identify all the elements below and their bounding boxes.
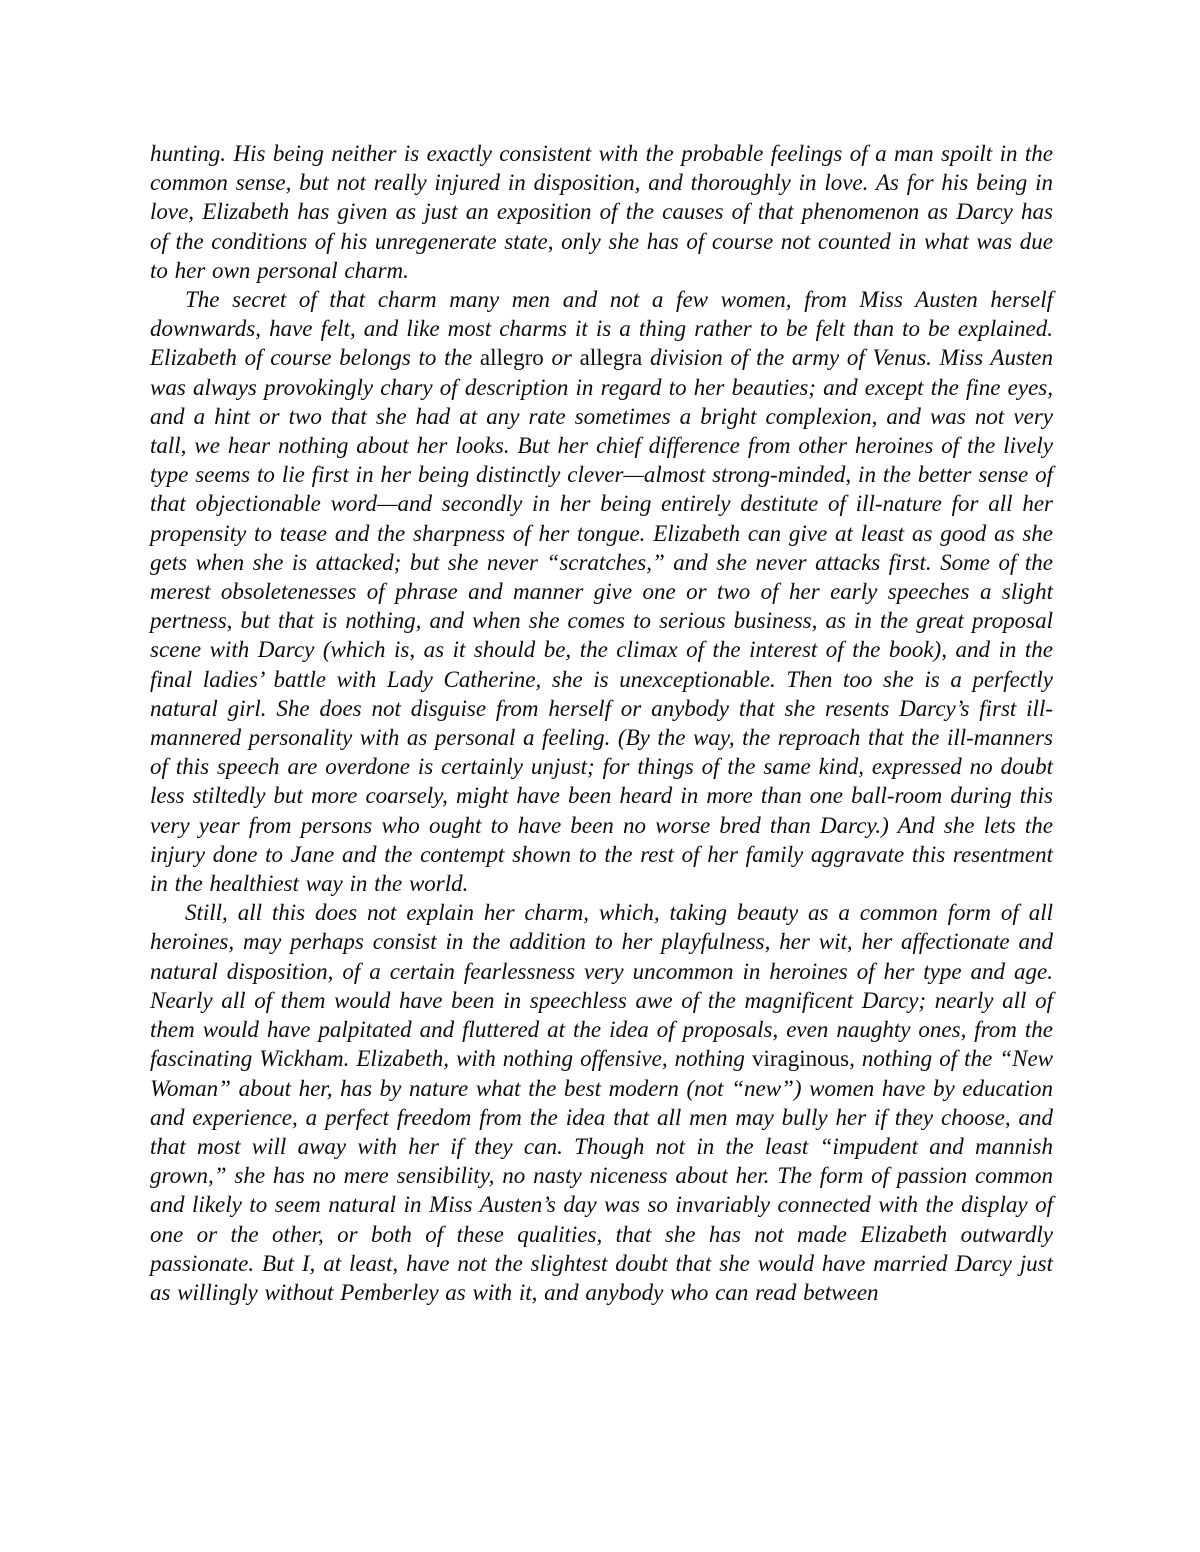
text-segment: allegro <box>479 345 544 371</box>
text-segment: viraginous <box>751 1046 850 1072</box>
paragraph <box>150 898 1053 1307</box>
text-segment: , nothing of the “New Woman” about her, has by nature what the best modern (not “new”) women have by education and experience, a perfect freedom from the idea that all men may bully her if they choose, and that most will away with her if they can. Though not in the least “impudent and mannish grown,” she has no mere sensibility, no nasty niceness about her. The form of passion common and likely to seem natural in Miss Austen’s day was so invariably connected with the display of one or the other, or both of these qualities, that she has not made Elizabeth outwardly passionate. But I, at least, have not the slightest doubt that she would have married Darcy just as willingly without Pemberley as with it, and anybody who can read between <box>150 1046 1053 1305</box>
text-segment: allegra <box>579 345 643 371</box>
page-text-block <box>150 139 1053 1307</box>
text-segment: division of the army of Venus. Miss Austen was always provokingly chary of description in regard to her beauties; and except the fine eyes, and a hint or two that she had at any rate sometimes a bright complexion, and was not very tall, we hear nothing about her looks. But her chief difference from other heroines of the lively type seems to lie first in her being distinctly clever—almost strong-minded, in the better sense of that objectionable word—and secondly in her being entirely destitute of ill-nature for all her propensity to tease and the sharpness of her tongue. Elizabeth can give at least as good as she gets when she is attacked; but she never “scratches,” and she never attacks first. Some of the merest obsoletenesses of phrase and manner give one or two of her early speeches a slight pertness, but that is nothing, and when she comes to serious business, as in the great proposal scene with Darcy (which is, as it should be, the climax of the interest of the book), and in the final ladies’ battle with Lady Catherine, she is unexceptionable. Then too she is a perfectly natural girl. She does not disguise from herself or anybody that she resents Darcy’s first ill-mannered personality with as personal a feeling. (By the way, the reproach that the ill-manners of this speech are overdone is certainly unjust; for things of the same kind, expressed no doubt less stiltedly but more coarsely, might have been heard in more than one ball-room during this very year from persons who ought to have been no worse bred than Darcy.) And she lets the injury done to Jane and the contempt shown to the rest of her family aggravate this resentment in the healthiest way in the world. <box>150 345 1053 897</box>
text-segment: Still, all this does not explain her charm, which, taking beauty as a common form of all heroines, may perhaps consist in the addition to her playfulness, her wit, her affectionate and natural disposition, of a certain fearlessness very uncommon in heroines of her type and age. Nearly all of them would have been in speechless awe of the magnificent Darcy; nearly all of them would have palpitated and fluttered at the idea of proposals, even naughty ones, from the fascinating Wickham. Elizabeth, with nothing offensive, nothing <box>150 900 1053 1072</box>
text-segment: or <box>543 345 580 371</box>
text-segment: The secret of that charm many men and not a few women, from Miss Austen herself downwards, have felt, and like most charms it is a thing rather to be felt than to be explained. Elizabeth of course belongs to the <box>150 287 1053 371</box>
paragraph <box>150 139 1053 285</box>
text-segment: hunting. His being neither is exactly consistent with the probable feelings of a man spoilt in the common sense, but not really injured in disposition, and thoroughly in love. As for his being in love, Elizabeth has given as just an exposition of the causes of that phenomenon as Darcy has of the conditions of his unregenerate state, only she has of course not counted in what was due to her own personal charm. <box>150 141 1053 283</box>
paragraph <box>150 285 1053 898</box>
